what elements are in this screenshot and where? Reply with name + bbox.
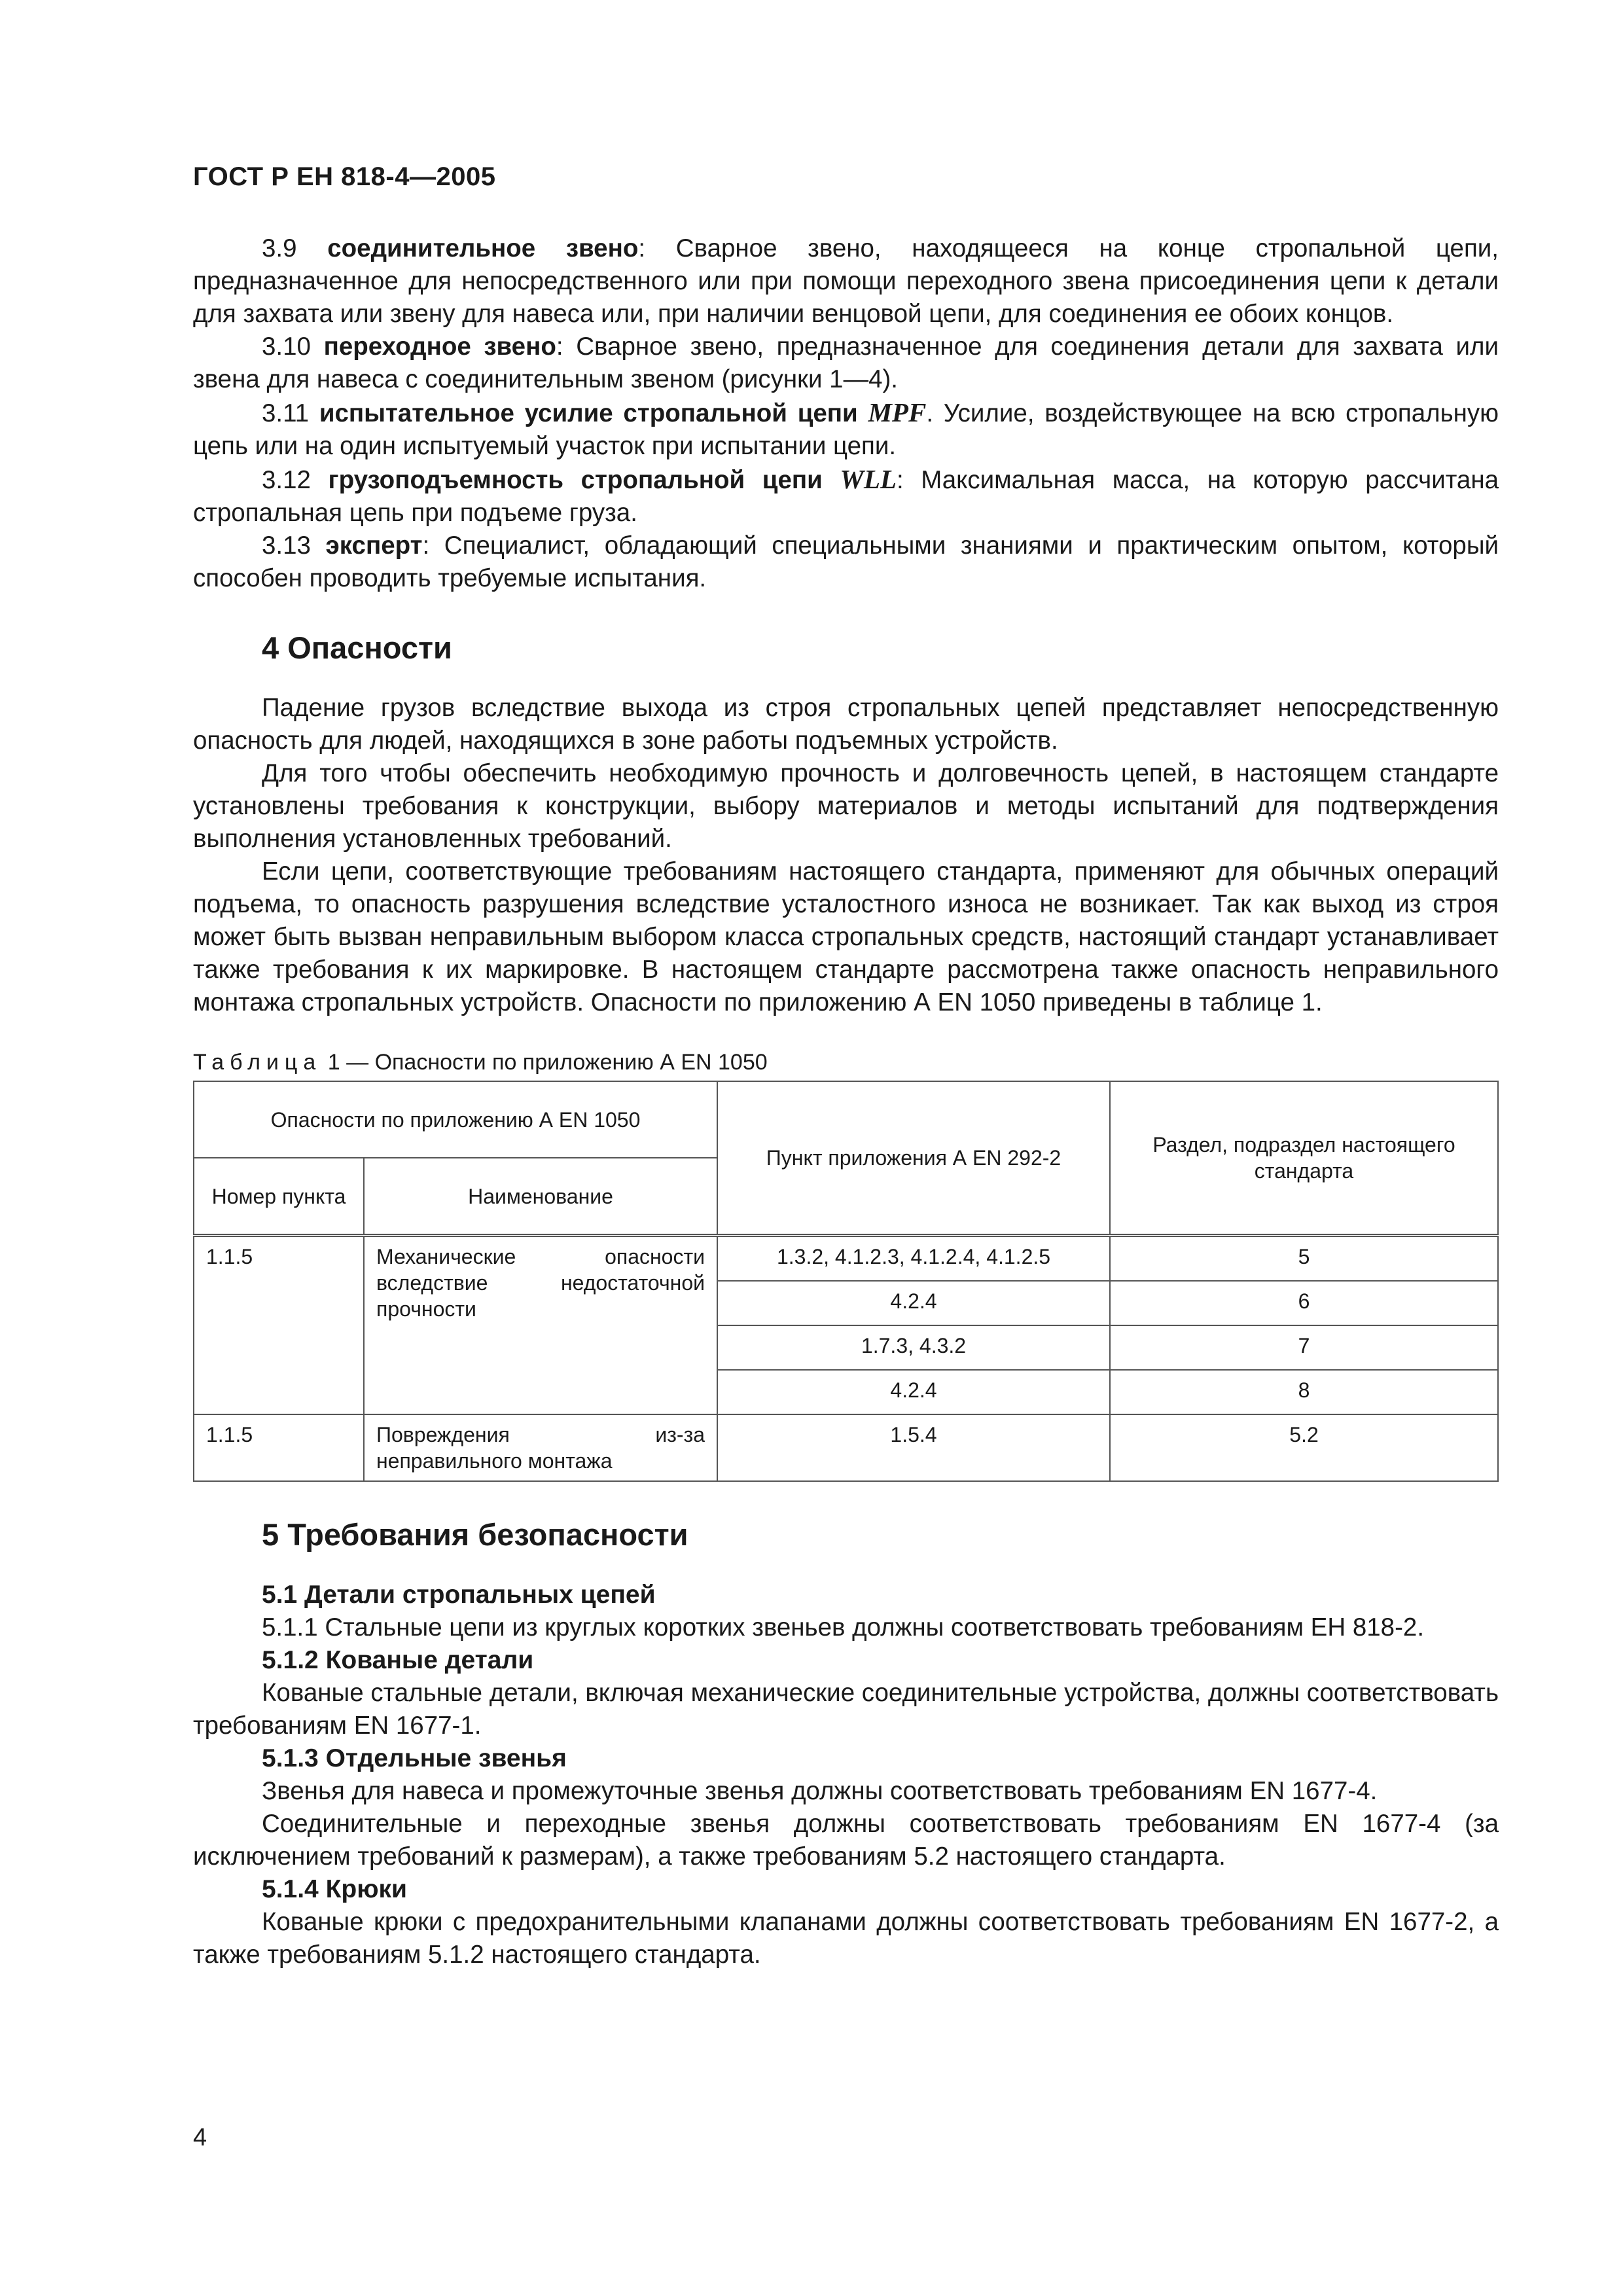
clause-5-1-3-text: Соединительные и переходные звенья должны соответствовать требованиям EN 1677-4 (за исключением требований к размерам), а также требованиям 5.2 настоящего стандарта. [193,1810,1499,1871]
clause-5-1-3-heading: 5.1.3 Отдельные звенья [262,1744,567,1772]
annex-clause: 1.5.4 [717,1414,1110,1481]
section-4-paragraph: Падение грузов вследствие выхода из строя стропальных цепей представляет непосредственную опасность для людей, находящихся в зоне работы подъемных устройств. [193,694,1499,755]
clause-5-1-2-text: Кованые стальные детали, включая механические соединительные устройства, должны соответствовать требованиям EN 1677-1. [193,1679,1499,1740]
table-header-group: Опасности по приложению А EN 1050 [194,1081,717,1158]
annex-clause: 1.3.2, 4.1.2.3, 4.1.2.4, 4.1.2.5 [717,1236,1110,1282]
definition-number: 3.11 [262,399,310,427]
table-header-section: Раздел, подраздел настоящего стандарта [1110,1081,1498,1236]
definition-text: : Сварное звено, находящееся на конце стропальной цепи, предназначенное для непосредственного или при помощи переходного звена присоединения цепи к детали для захвата или звену для навеса или, при наличии венцовой цепи, для соединения ее обоих концов. [193,234,1499,328]
section-4-paragraph: Если цепи, соответствующие требованиям настоящего стандарта, применяют для обычных операций подъема, то опасность разрушения вследствие усталостного износа не возникает. Так как выход из строя может быть вызван неправильным выбором класса стропальных средств, настоящий стандарт устанавливает также требования к их маркировке. В настоящем стандарте рассмотрена также опасность неправильного монтажа стропальных устройств. Опасности по приложению А EN 1050 приведены в таблице 1. [193,857,1499,1016]
definition-text: : Максимальная масса, на которую рассчитана стропальная цепь при подъеме груза. [193,466,1499,527]
definition-symbol: WLL [840,464,897,494]
definition-text: . Усилие, воздействующее на всю стропальную цепь или на один испытуемый участок при испытании цепи. [193,399,1499,460]
page-content [193,232,1499,1971]
definition-text: : Специалист, обладающий специальными знаниями и практическим опытом, который способен проводить требуемые испытания. [193,531,1499,592]
definition-number: 3.12 [262,466,311,494]
section-4-paragraph: Для того чтобы обеспечить необходимую прочность и долговечность цепей, в настоящем стандарте установлены требования к конструкции, выбору материалов и методы испытаний для подтверждения выполнения установленных требований. [193,759,1499,853]
table-caption-text: 1 — Опасности по приложению А EN 1050 [327,1050,768,1075]
page-number: 4 [193,2124,207,2151]
standard-section: 5.2 [1110,1414,1498,1481]
clause-5-1-3-text: Звенья для навеса и промежуточные звенья должны соответствовать требованиям EN 1677-4. [262,1777,1378,1805]
definition-3-10 [193,331,1499,396]
standard-section: 8 [1110,1370,1498,1414]
definition-3-12 [193,463,1499,529]
definition-3-9 [193,232,1499,331]
subsection-5-1-heading: 5.1 Детали стропальных цепей [262,1581,656,1609]
definition-term: грузоподъемность стропальной цепи [328,466,823,494]
hazard-number: 1.1.5 [194,1414,364,1481]
standard-designation: ГОСТ Р ЕН 818-4—2005 [193,162,496,191]
definition-term: эксперт [325,531,423,560]
hazard-number: 1.1.5 [194,1236,364,1415]
table-caption-label: Таблица [193,1050,322,1075]
annex-clause: 1.7.3, 4.3.2 [717,1325,1110,1370]
standard-section: 6 [1110,1281,1498,1325]
hazards-table [193,1081,1499,1482]
clause-5-1-1: 5.1.1 Стальные цепи из круглых коротких звеньев должны соответствовать требованиям ЕН 818-2. [262,1613,1425,1641]
hazard-name: Механические опасности вследствие недостаточной прочности [364,1236,717,1415]
definition-number: 3.10 [262,332,311,361]
definition-symbol: MPF [868,397,927,427]
annex-clause: 4.2.4 [717,1281,1110,1325]
definitions-list [193,232,1499,595]
definition-3-13 [193,529,1499,595]
definition-term: переходное звено [323,332,556,361]
definition-text: : Сварное звено, предназначенное для соединения детали для захвата или звена для навеса с соединительным звеном (рисунки 1—4). [193,332,1499,393]
annex-clause: 4.2.4 [717,1370,1110,1414]
definition-term: испытательное усилие стропальной цепи [319,399,858,427]
table-header-name: Наименование [364,1158,717,1236]
definition-number: 3.9 [262,234,297,262]
standard-section: 5 [1110,1236,1498,1282]
hazard-name: Повреждения из-за неправильного монтажа [364,1414,717,1481]
clause-5-1-4-text: Кованые крюки с предохранительными клапанами должны соответствовать требованиям EN 1677-2, а также требованиям 5.1.2 настоящего стандарта. [193,1908,1499,1969]
table-header-annex: Пункт приложения А EN 292-2 [717,1081,1110,1236]
definition-term: соединительное звено [327,234,639,262]
table-row [194,1236,1498,1282]
standard-section: 7 [1110,1325,1498,1370]
table-header-number: Номер пункта [194,1158,364,1236]
clause-5-1-4-heading: 5.1.4 Крюки [262,1875,408,1903]
definition-number: 3.13 [262,531,311,560]
table-row [194,1414,1498,1481]
section-5-heading: 5 Требования безопасности [262,1517,688,1552]
table-caption [193,1048,1499,1077]
clause-5-1-2-heading: 5.1.2 Кованые детали [262,1646,534,1674]
section-4-heading: 4 Опасности [262,630,452,665]
definition-3-11 [193,396,1499,463]
